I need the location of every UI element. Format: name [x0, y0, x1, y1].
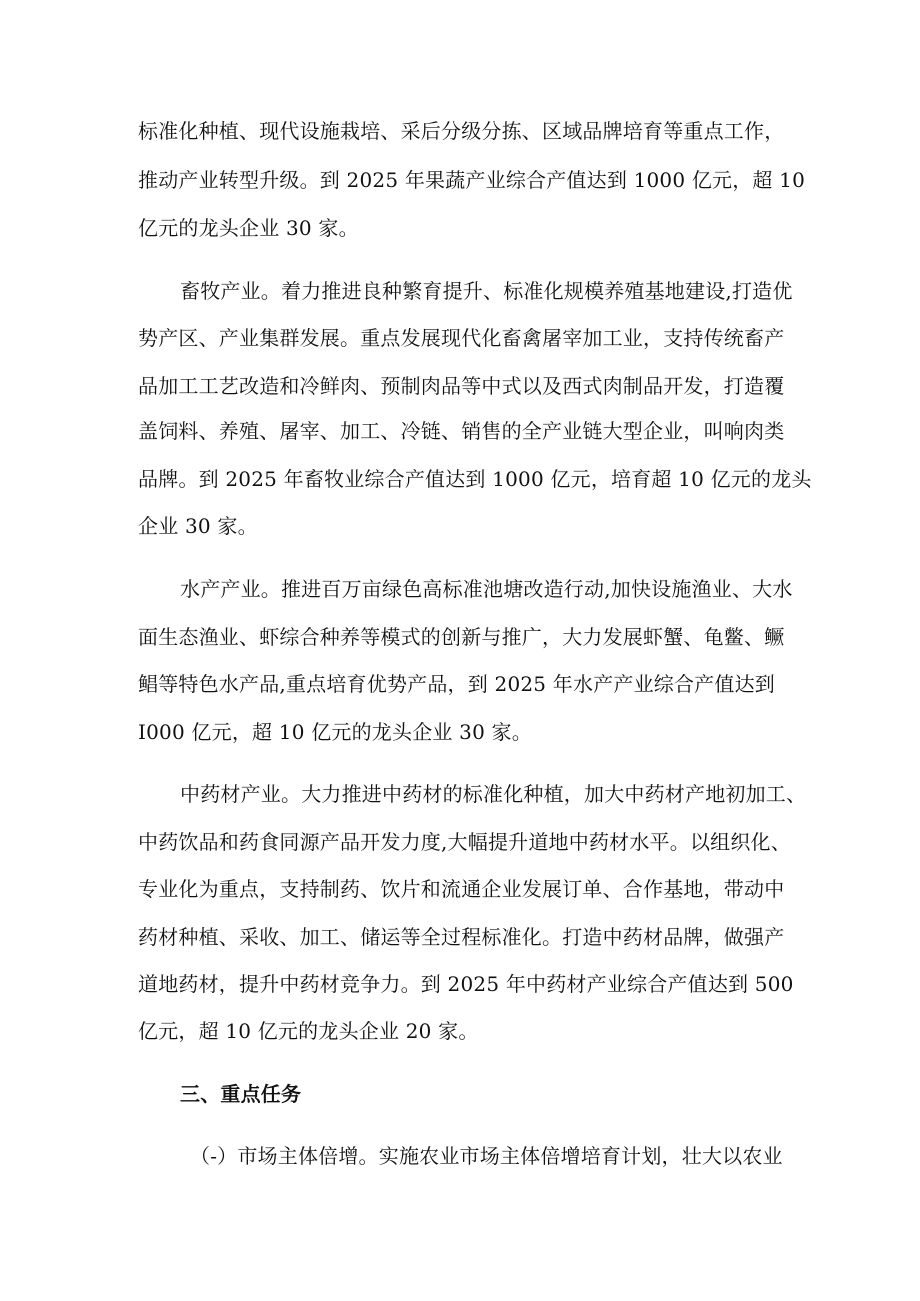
paragraph-first-line: 水产产业。推进百万亩绿色高标准池塘改造行动,加快设施渔业、大水	[180, 577, 793, 601]
text-line: 药材种植、采收、加工、储运等全过程标准化。打造中药材品牌，做强产	[138, 925, 785, 949]
subsection-first-line: （-）市场主体倍增。实施农业市场主体倍增培育计划，壮大以农业	[190, 1144, 783, 1168]
text-line: 亿元，超 10 亿元的龙头企业 20 家。	[138, 1019, 479, 1043]
text-line: 鲳等特色水产品,重点培育优势产品，到 2025 年水产产业综合产值达到	[138, 672, 775, 696]
text-line: 势产区、产业集群发展。重点发展现代化畜禽屠宰加工业，支持传统畜产	[138, 326, 785, 350]
text-line: 品牌。到 2025 年畜牧业综合产值达到 1000 亿元，培育超 10 亿元的龙头	[138, 467, 812, 491]
text-line: 中药饮品和药食同源产品开发力度,大幅提升道地中药材水平。以组织化、	[138, 830, 791, 854]
text-line: 标准化种植、现代设施栽培、采后分级分拣、区域品牌培育等重点工作，	[138, 119, 785, 143]
paragraph-first-line: 中药材产业。大力推进中药材的标准化种植，加大中药材产地初加工、	[180, 782, 807, 806]
text-line: 品加工工艺改造和冷鲜肉、预制肉品等中式以及西式肉制品开发，打造覆	[138, 374, 785, 398]
text-line: 道地药材，提升中药材竞争力。到 2025 年中药材产业综合产值达到 500	[138, 972, 794, 996]
paragraph-first-line: 畜牧产业。着力推进良种繁育提升、标准化规模养殖基地建设,打造优	[180, 279, 793, 303]
text-line: 推动产业转型升级。到 2025 年果蔬产业综合产值达到 1000 亿元，超 10	[138, 168, 806, 192]
text-line: I000 亿元，超 10 亿元的龙头企业 30 家。	[138, 720, 532, 744]
text-line: 企业 30 家。	[138, 514, 258, 538]
text-line: 亿元的龙头企业 30 家。	[138, 216, 359, 240]
text-line: 盖饲料、养殖、屠宰、加工、冷链、销售的全产业链大型企业，叫响肉类	[138, 419, 785, 443]
text-line: 专业化为重点，支持制药、饮片和流通企业发展订单、合作基地，带动中	[138, 877, 785, 901]
text-line: 面生态渔业、虾综合种养等模式的创新与推广，大力发展虾蟹、龟鳖、鳜	[138, 625, 785, 649]
section-heading: 三、重点任务	[180, 1082, 302, 1106]
